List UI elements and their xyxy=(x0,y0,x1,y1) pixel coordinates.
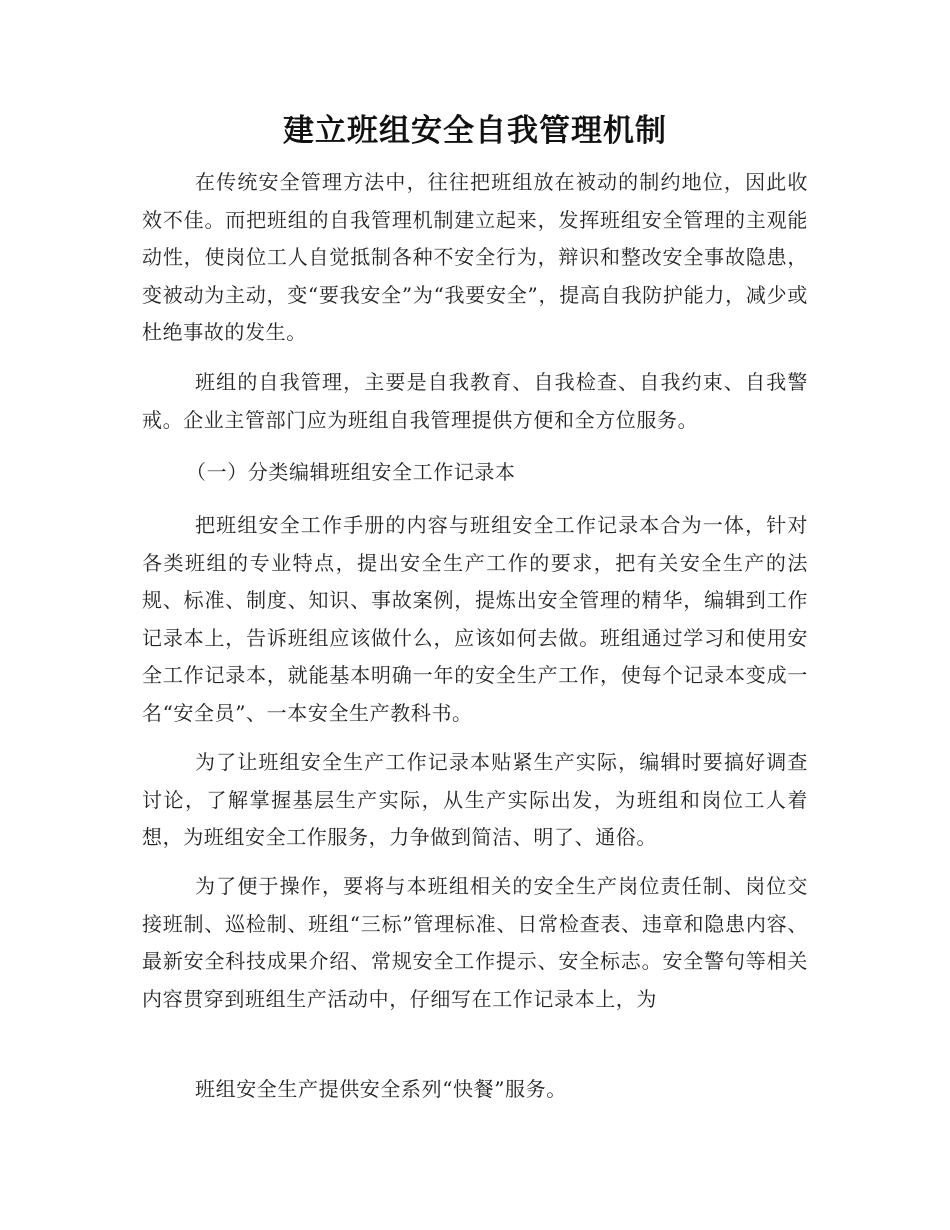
paragraph-4: 为了让班组安全生产工作记录本贴紧生产实际，编辑时要搞好调查讨论，了解掌握基层生产实际，从生产实际出发，为班组和岗位工人着想，为班组安全工作服务，力争做到简洁、明了、通俗。 xyxy=(142,750,808,849)
paragraph-6: 班组安全生产提供安全系列“快餐”服务。 xyxy=(195,1077,567,1101)
paragraph-5: 为了便于操作，要将与本班组相关的安全生产岗位责任制、岗位交接班制、巡检制、班组“三标”管理标准、日常检查表、违章和隐患内容、最新安全科技成果介绍、常规安全工作提示、安全标志。安全警句等相关内容贯穿到班组生产活动中，仔细写在工作记录本上，为 xyxy=(142,874,808,1011)
section-heading: （一）分类编辑班组安全工作记录本 xyxy=(186,460,516,484)
paragraph-2: 班组的自我管理，主要是自我教育、自我检查、自我约束、自我警戒。企业主管部门应为班组自我管理提供方便和全方位服务。 xyxy=(142,370,808,432)
document-title: 建立班组安全自我管理机制 xyxy=(283,113,667,149)
paragraph-3: 把班组安全工作手册的内容与班组安全工作记录本合为一体，针对各类班组的专业特点，提出安全生产工作的要求，把有关安全生产的法规、标准、制度、知识、事故案例，提炼出安全管理的精华，编辑到工作记录本上，告诉班组应该做什么，应该如何去做。班组通过学习和使用安全工作记录本，就能基本明确一年的安全生产工作，使每个记录本变成一名“安全员”、一本安全生产教科书。 xyxy=(142,513,808,725)
paragraph-1: 在传统安全管理方法中，往往把班组放在被动的制约地位，因此收效不佳。而把班组的自我管理机制建立起来，发挥班组安全管理的主观能动性，使岗位工人自觉抵制各种不安全行为，辩识和整改安全事故隐患，变被动为主动，变“要我安全”为“我要安全”，提高自我防护能力，减少或杜绝事故的发生。 xyxy=(142,170,808,344)
